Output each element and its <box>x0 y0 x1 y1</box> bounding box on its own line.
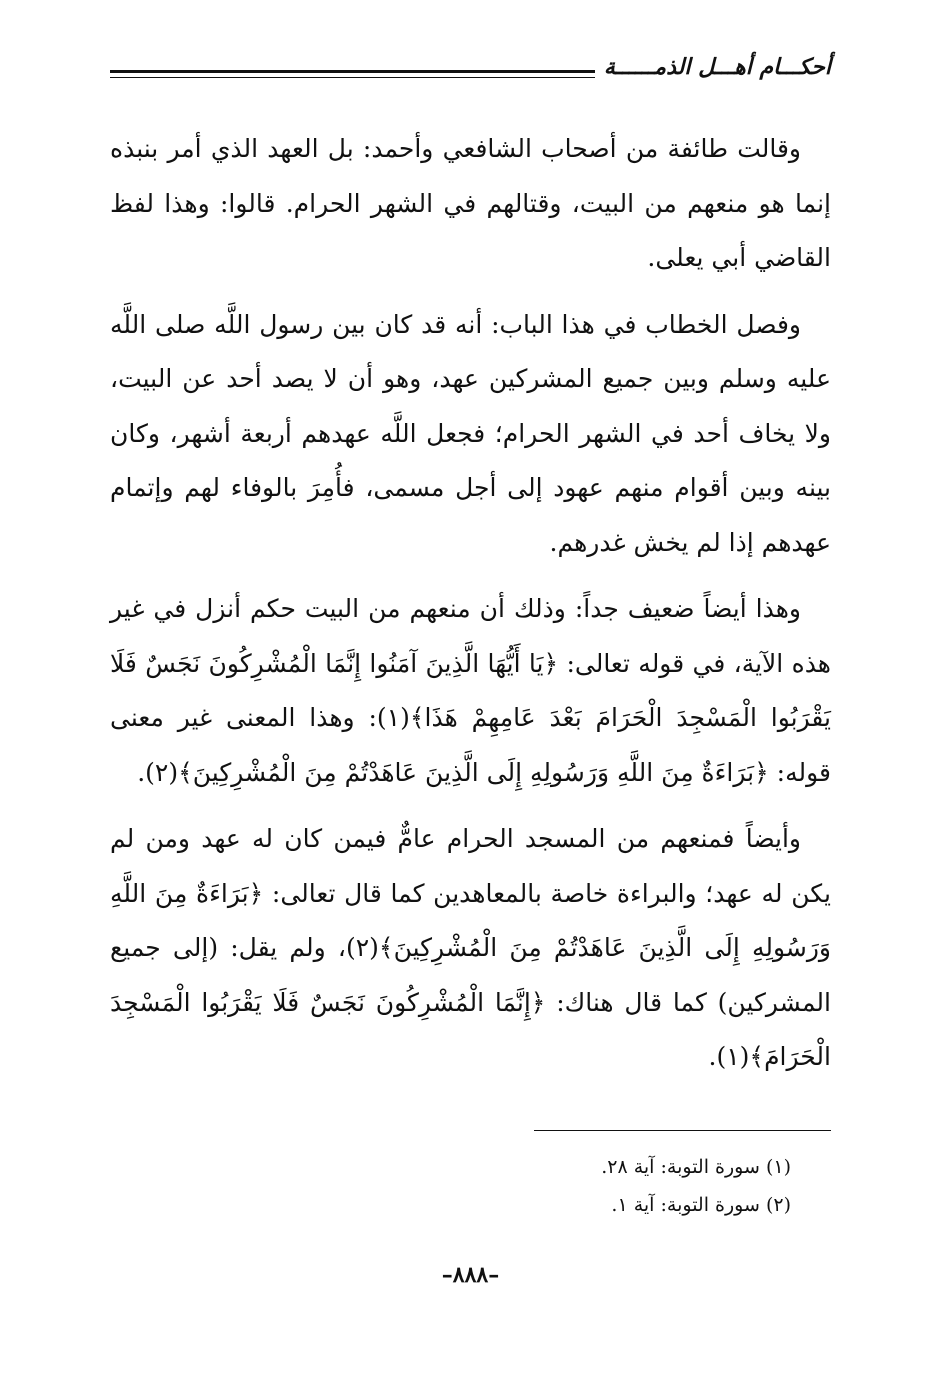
paragraph: وفصل الخطاب في هذا الباب: أنه قد كان بين رسول اللَّه صلى اللَّه عليه وسلم وبين جميع المشركين عهد، وهو أن لا يصد أحد عن البيت، ولا يخاف أحد في الشهر الحرام؛ فجعل اللَّه عهدهم أربعة أشهر، وكان بينه وبين أقوام منهم عهود إلى أجل مسمى، فأُمِرَ بالوفاء لهم وإتمام عهدهم إذا لم يخش غدرهم. <box>110 309 831 557</box>
footnotes <box>391 1148 791 1224</box>
header-title: أحكـــام أهـــل الذمــــــة <box>603 54 831 80</box>
paragraph: وقالت طائفة من أصحاب الشافعي وأحمد: بل العهد الذي أمر بنبذه إنما هو منعهم من البيت، وقتالهم في الشهر الحرام. قالوا: وهذا لفظ القاضي أبي يعلى. <box>110 134 831 272</box>
footnote: (١) سورة التوبة: آية ٢٨. <box>601 1156 791 1178</box>
header-rule-thin <box>110 77 595 78</box>
footnote: (٢) سورة التوبة: آية ١. <box>611 1194 791 1216</box>
header-rule-thick <box>110 70 595 73</box>
running-header <box>110 52 831 92</box>
page-number: –٨٨٨– <box>441 1262 500 1288</box>
paragraph: وهذا أيضاً ضعيف جداً: وذلك أن منعهم من البيت حكم أنزل في غير هذه الآية، في قوله تعالى: ﴿يَا أَيُّهَا الَّذِينَ آمَنُوا إِنَّمَا الْمُشْرِكُونَ نَجَسٌ فَلَا يَقْرَبُوا الْمَسْجِدَ الْحَرَامَ بَعْدَ عَامِهِمْ هَذَا﴾(١): وهذا المعنى غير معنى قوله: ﴿بَرَاءَةٌ مِنَ اللَّهِ وَرَسُولِهِ إِلَى الَّذِينَ عَاهَدْتُمْ مِنَ الْمُشْرِكِينَ﴾(٢). <box>110 594 831 787</box>
paragraph: وأيضاً فمنعهم من المسجد الحرام عامٌّ فيمن كان له عهد ومن لم يكن له عهد؛ والبراءة خاصة بالمعاهدين كما قال تعالى: ﴿بَرَاءَةٌ مِنَ اللَّهِ وَرَسُولِهِ إِلَى الَّذِينَ عَاهَدْتُمْ مِنَ الْمُشْرِكِينَ﴾(٢)، ولم يقل: (إلى جميع المشركين) كما قال هناك: ﴿إِنَّمَا الْمُشْرِكُونَ نَجَسٌ فَلَا يَقْرَبُوا الْمَسْجِدَ الْحَرَامَ﴾(١). <box>110 824 832 1071</box>
footnote-separator <box>534 1130 831 1131</box>
main-text <box>110 122 831 1097</box>
